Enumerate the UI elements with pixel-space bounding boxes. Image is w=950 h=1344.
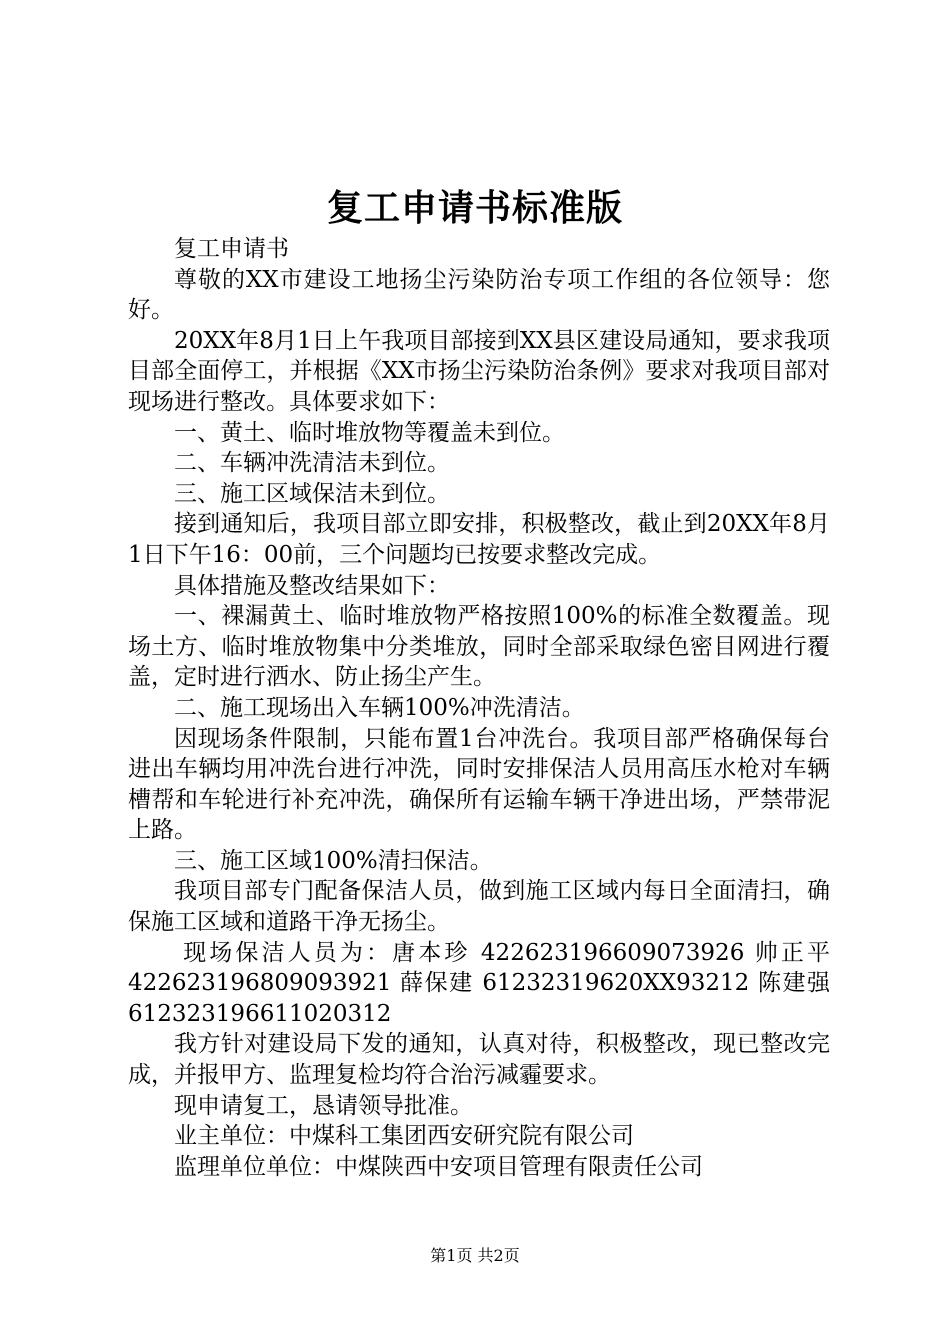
issue-item-1: 一、黄土、临时堆放物等覆盖未到位。: [174, 419, 565, 446]
measure-2-heading: 二、施工现场出入车辆100%冲洗清洁。: [174, 694, 585, 721]
measure-2-paragraph: 因现场条件限制，只能布置1台冲洗台。我项目部严格确保每台进出车辆均用冲洗台进行冲洗，同时安排保洁人员用高压水枪对车辆槽帮和车轮进行补充冲洗，确保所有运输车辆干净进出场，严禁带泥上路。: [128, 725, 830, 844]
request-paragraph: 现申请复工，恳请领导批准。: [174, 1092, 473, 1119]
conclusion-paragraph: 我方针对建设局下发的通知，认真对待，积极整改，现已整改完成，并报甲方、监理复检均符合治污减霾要求。: [128, 1031, 830, 1089]
supervisor-unit-line: 监理单位单位：中煤陕西中安项目管理有限责任公司: [174, 1153, 703, 1180]
cleaning-staff-paragraph: 现场保洁人员为：唐本珍 422623196609073926 帅正平 422623196809093921 薛保建 61232319620XX93212 陈建强 612323196611020312: [128, 939, 830, 1027]
salutation-paragraph: 尊敬的XX市建设工地扬尘污染防治专项工作组的各位领导：您好。: [128, 266, 830, 324]
page-footer: 第1页 共2页: [430, 1246, 520, 1265]
notice-paragraph: 20XX年8月1日上午我项目部接到XX县区建设局通知，要求我项目部全面停工，并根据《XX市扬尘污染防治条例》要求对我项目部对现场进行整改。具体要求如下：: [128, 327, 830, 415]
measure-3-paragraph: 我项目部专门配备保洁人员，做到施工区域内每日全面清扫，确保施工区域和道路干净无扬尘。: [128, 878, 830, 936]
measure-1-paragraph: 一、裸漏黄土、临时堆放物严格按照100%的标准全数覆盖。现场土方、临时堆放物集中分类堆放，同时全部采取绿色密目网进行覆盖，定时进行洒水、防止扬尘产生。: [128, 603, 830, 691]
measure-3-heading: 三、施工区域100%清扫保洁。: [174, 847, 493, 874]
issue-item-2: 二、车辆冲洗清洁未到位。: [174, 450, 450, 477]
document-body: [128, 234, 830, 1182]
issue-item-3: 三、施工区域保洁未到位。: [174, 480, 450, 507]
doc-heading: 复工申请书: [174, 236, 289, 262]
measures-intro: 具体措施及整改结果如下：: [174, 572, 450, 599]
page-title: 复工申请书标准版: [326, 187, 623, 229]
response-paragraph: 接到通知后，我项目部立即安排，积极整改，截止到20XX年8月1日下午16：00前，三个问题均已按要求整改完成。: [128, 511, 830, 568]
owner-unit-line: 业主单位：中煤科工集团西安研究院有限公司: [174, 1123, 634, 1150]
